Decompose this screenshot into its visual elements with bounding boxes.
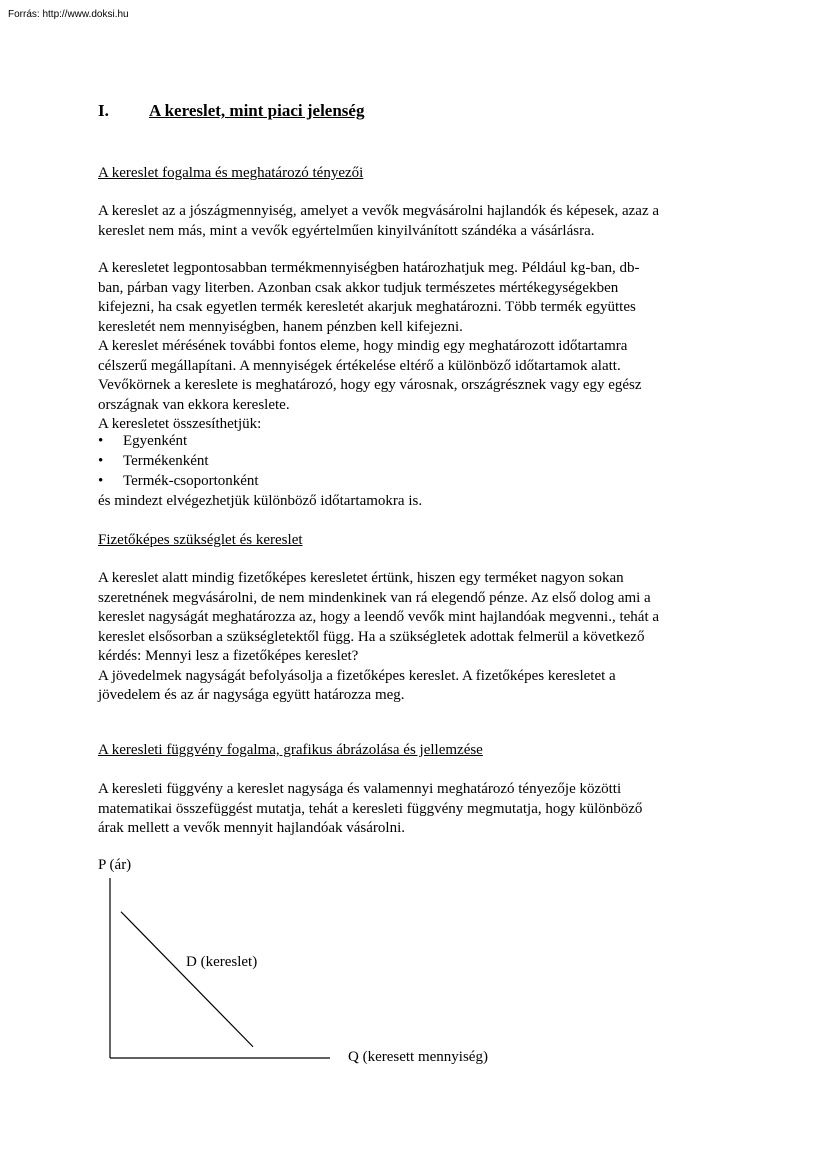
x-axis-label: Q (keresett mennyiség) (348, 1049, 488, 1065)
chapter-number: I. (98, 101, 109, 120)
text-line: árak mellett a vevők mennyit hajlandóak vásárolni. (98, 820, 405, 836)
series-label-demand: D (kereslet) (186, 954, 258, 970)
text-line: kifejezni, ha csak egyetlen termék keresletét akarjuk meghatározni. Több termék együttes (98, 299, 636, 315)
list-item-label: Termék-csoportonként (123, 473, 259, 489)
text-line: jövedelem és az ár nagysága együtt határozza meg. (98, 687, 405, 703)
text-line: és mindezt elvégezhetjük különböző időtartamokra is. (98, 493, 423, 509)
text-line: matematikai összefüggést mutatja, tehát a keresleti függvény megmutatja, hogy különböző (98, 800, 643, 817)
text-line: A keresletet összesíthetjük: (98, 416, 262, 432)
text-line: országnak van ekkora kereslete. (98, 396, 290, 413)
list-item-label: Termékenként (123, 453, 209, 469)
text-line: ban, párban vagy literben. Azonban csak akkor tudjuk természetes mértékegységekben (98, 279, 619, 296)
list-item-label: Egyenként (123, 433, 188, 449)
section-2-title: Fizetőképes szükséglet és kereslet (98, 532, 303, 548)
text-line: Vevőkörnek a kereslete is meghatározó, hogy egy városnak, országrésznek vagy egy egész (98, 377, 642, 393)
text-line: szeretnének megvásárolni, de nem mindenkinek van rá elegendő pénze. Az első dolog ami a (98, 589, 651, 606)
text-line: kereslet nem más, mint a vevők egyértelműen kinyilvánított szándéka a vásárlásra. (98, 222, 595, 239)
text-line: kereslet nagyságát meghatározza az, hogy a leendő vevők mint hajlandóak megvenni., tehát a (98, 609, 660, 625)
text-line: A kereslet alatt mindig fizetőképes keresletet értünk, hiszen egy terméket nagyon sokan (98, 570, 624, 586)
source-note: Forrás: http://www.doksi.hu (8, 9, 129, 20)
demand-curve-chart (98, 0, 738, 1170)
text-line: A kereslet mérésének további fontos eleme, hogy mindig egy meghatározott időtartamra (98, 338, 628, 354)
bullet-icon: • (98, 453, 104, 469)
text-line: A kereslet az a jószágmennyiség, amelyet a vevők megvásárolni hajlandók és képesek, azaz a (98, 203, 660, 219)
y-axis-label: P (ár) (98, 857, 132, 873)
bullet-icon: • (98, 473, 104, 489)
text-line: keresletét nem mennyiségben, hanem pénzben kell kifejezni. (98, 318, 463, 335)
text-line: kereslet elsősorban a szükségletektől függ. Ha a szükségletek adottak felmerül a következő (98, 628, 645, 645)
text-line: A keresletet legpontosabban termékmennyiségben határozhatjuk meg. Például kg-ban, db- (98, 260, 640, 276)
bullet-icon: • (98, 433, 104, 449)
section-1-title: A kereslet fogalma és meghatározó tényezői (98, 165, 364, 181)
series-line-demand (121, 912, 253, 1047)
section-3-title: A keresleti függvény fogalma, grafikus ábrázolása és jellemzése (98, 742, 483, 758)
text-line: A jövedelmek nagyságát befolyásolja a fizetőképes kereslet. A fizetőképes keresletet a (98, 667, 616, 684)
text-line: célszerű megállapítani. A mennyiségek értékelése eltérő a különböző időtartamok alatt. (98, 357, 621, 374)
text-line: kérdés: Mennyi lesz a fizetőképes kereslet? (98, 648, 359, 664)
text-line: A keresleti függvény a kereslet nagysága és valamennyi meghatározó tényezője közötti (98, 781, 622, 797)
chapter-title: A kereslet, mint piaci jelenség (149, 101, 365, 120)
